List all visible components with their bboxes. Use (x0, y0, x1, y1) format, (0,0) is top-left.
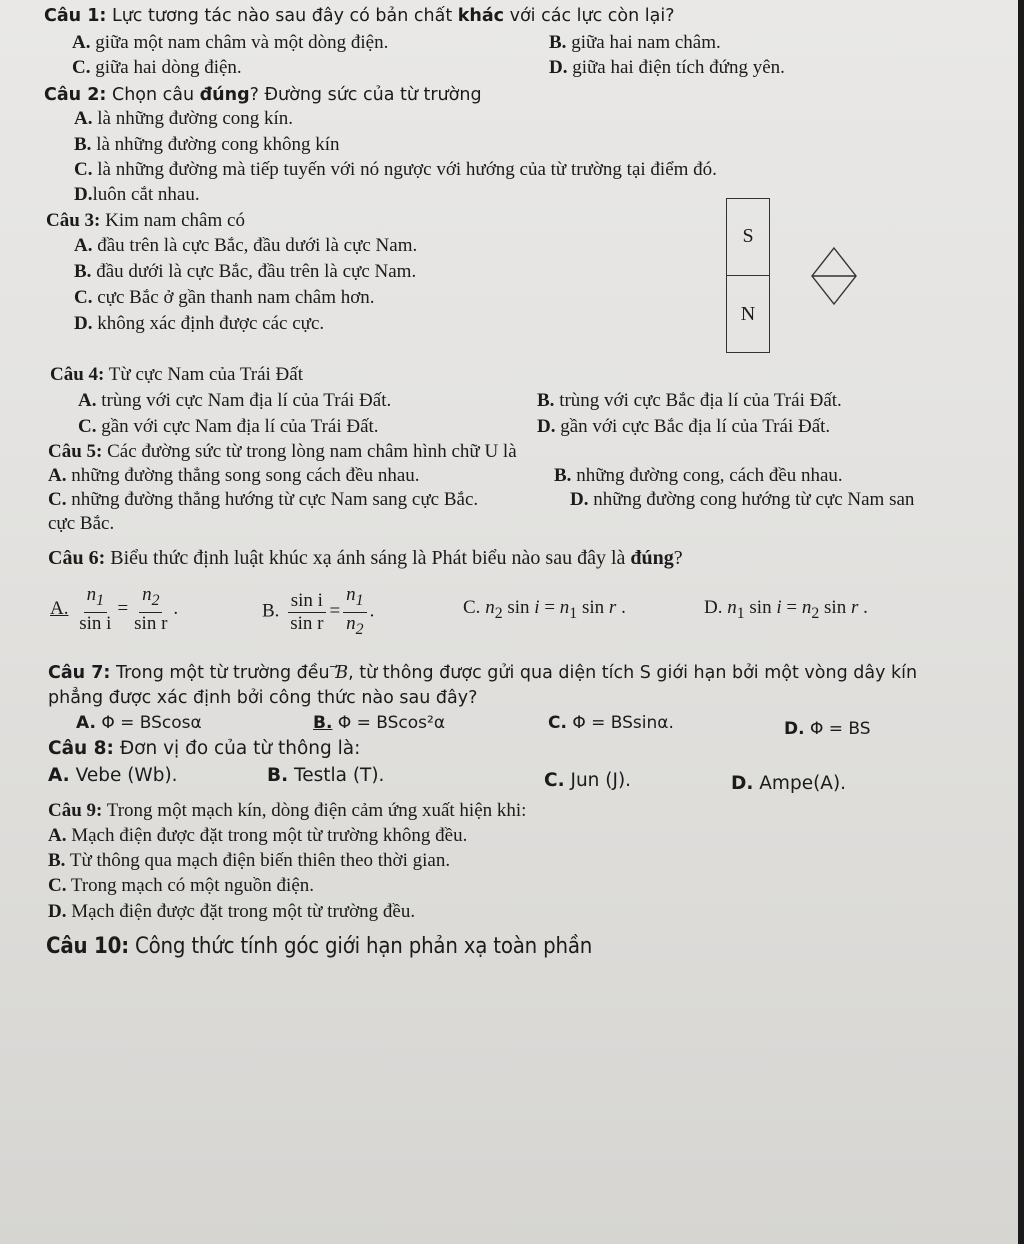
q2-option-a[interactable]: A. là những đường cong kín. (74, 108, 294, 129)
magnet-pole-s: S (742, 225, 754, 247)
q1-option-b[interactable]: B. giữa hai nam châm. (549, 32, 721, 53)
q3-stem: Câu 3: Kim nam châm có (46, 210, 245, 231)
q3-option-b[interactable]: B. đầu dưới là cực Bắc, đầu trên là cực Nam. (74, 261, 417, 282)
q5-option-c[interactable]: C. những đường thẳng hướng từ cực Nam sang cực Bắc. (48, 489, 479, 510)
q2-stem: Câu 2: Chọn câu đúng? Đường sức của từ trường (44, 85, 482, 105)
bar-magnet-figure (726, 198, 770, 353)
q4-option-d[interactable]: D. gần với cực Bắc địa lí của Trái Đất. (537, 416, 831, 437)
q3-option-a[interactable]: A. đầu trên là cực Bắc, đầu dưới là cực Nam. (74, 235, 418, 256)
q6-option-b[interactable]: B. $\frac{\text{sin i}}{\text{sin r}}$ = $\frac{n_1}{n_2}$ . (262, 584, 375, 638)
q7-option-b[interactable]: B. Φ = BScos²α (313, 713, 446, 733)
q9-option-c[interactable]: C. Trong mạch có một nguồn điện. (48, 875, 315, 896)
q5-option-b[interactable]: B. những đường cong, cách đều nhau. (554, 465, 843, 486)
q6-option-a[interactable]: A. $\frac{n_1}{\text{sin i}}$ = $\frac{n_2}{\text{sin r}}$ . (50, 584, 179, 634)
q7-stem-line2: phẳng được xác định bởi công thức nào sau đây? (48, 688, 478, 708)
q1-option-d[interactable]: D. giữa hai điện tích đứng yên. (549, 57, 785, 78)
q4-option-c[interactable]: C. gần với cực Nam địa lí của Trái Đất. (78, 416, 379, 437)
q7-option-c[interactable]: C. Φ = BSsinα. (548, 713, 674, 733)
q1-stem: Câu 1: Lực tương tác nào sau đây có bản chất khác với các lực còn lại? (44, 6, 675, 26)
q7-option-d[interactable]: D. Φ = BS (784, 719, 871, 739)
q8-option-c[interactable]: C. Jun (J). (544, 770, 632, 791)
q1-option-c[interactable]: C. giữa hai dòng điện. (72, 57, 242, 78)
q7-stem: Câu 7: Trong một từ trường đều B, từ thông được gửi qua diện tích S giới hạn bởi một vòng dây kín (48, 663, 918, 683)
q6-stem: Câu 6: Biểu thức định luật khúc xạ ánh sáng là Phát biểu nào sau đây là đúng? (48, 547, 683, 569)
vector-b: B (335, 663, 349, 683)
q8-option-d[interactable]: D. Ampe(A). (731, 773, 847, 794)
q9-option-b[interactable]: B. Từ thông qua mạch điện biến thiên theo thời gian. (48, 850, 451, 871)
q2-option-c[interactable]: C. là những đường mà tiếp tuyến với nó ngược với hướng của từ trường tại điểm đó. (74, 159, 717, 180)
q8-stem: Câu 8: Đơn vị đo của từ thông là: (48, 738, 361, 759)
q9-option-a[interactable]: A. Mạch điện được đặt trong một từ trường không đều. (48, 825, 468, 846)
compass-needle-icon (810, 246, 858, 306)
q4-option-b[interactable]: B. trùng với cực Bắc địa lí của Trái Đất. (537, 390, 842, 411)
q10-stem: Câu 10: Công thức tính góc giới hạn phản xạ toàn phần (46, 934, 593, 959)
q6-option-c[interactable]: C. $n_2$ $\sin i = n_1$ sin r . (463, 597, 626, 622)
q8-option-b[interactable]: B. Testla (T). (267, 765, 385, 786)
q1-option-a[interactable]: A. giữa một nam châm và một dòng điện. (72, 32, 389, 53)
q8-option-a[interactable]: A. Vebe (Wb). (48, 765, 178, 786)
q3-option-c[interactable]: C. cực Bắc ở gần thanh nam châm hơn. (74, 287, 375, 308)
q7-option-a[interactable]: A. Φ = BScosα (76, 713, 202, 733)
q4-stem: Câu 4: Từ cực Nam của Trái Đất (50, 364, 303, 385)
q6-option-d[interactable]: D. $n_1$ $\sin i = n_2$ sin r . (704, 597, 868, 622)
magnet-divider (727, 275, 769, 276)
q2-option-d[interactable]: D.luôn cắt nhau. (74, 184, 200, 205)
q9-option-d[interactable]: D. Mạch điện được đặt trong một từ trường đều. (48, 901, 416, 922)
q2-option-b[interactable]: B. là những đường cong không kín (74, 134, 340, 155)
page-edge-shadow (1018, 0, 1024, 1244)
q5-option-d[interactable]: D. những đường cong hướng từ cực Nam san (570, 489, 915, 510)
q3-option-d[interactable]: D. không xác định được các cực. (74, 313, 325, 334)
q5-option-d-wrap: cực Bắc. (48, 513, 115, 534)
q5-stem: Câu 5: Các đường sức từ trong lòng nam châm hình chữ U là (48, 441, 517, 462)
q5-option-a[interactable]: A. những đường thẳng song song cách đều nhau. (48, 465, 420, 486)
q4-option-a[interactable]: A. trùng với cực Nam địa lí của Trái Đất. (78, 390, 392, 411)
magnet-pole-n: N (740, 303, 756, 325)
q9-stem: Câu 9: Trong một mạch kín, dòng điện cảm ứng xuất hiện khi: (48, 800, 527, 821)
